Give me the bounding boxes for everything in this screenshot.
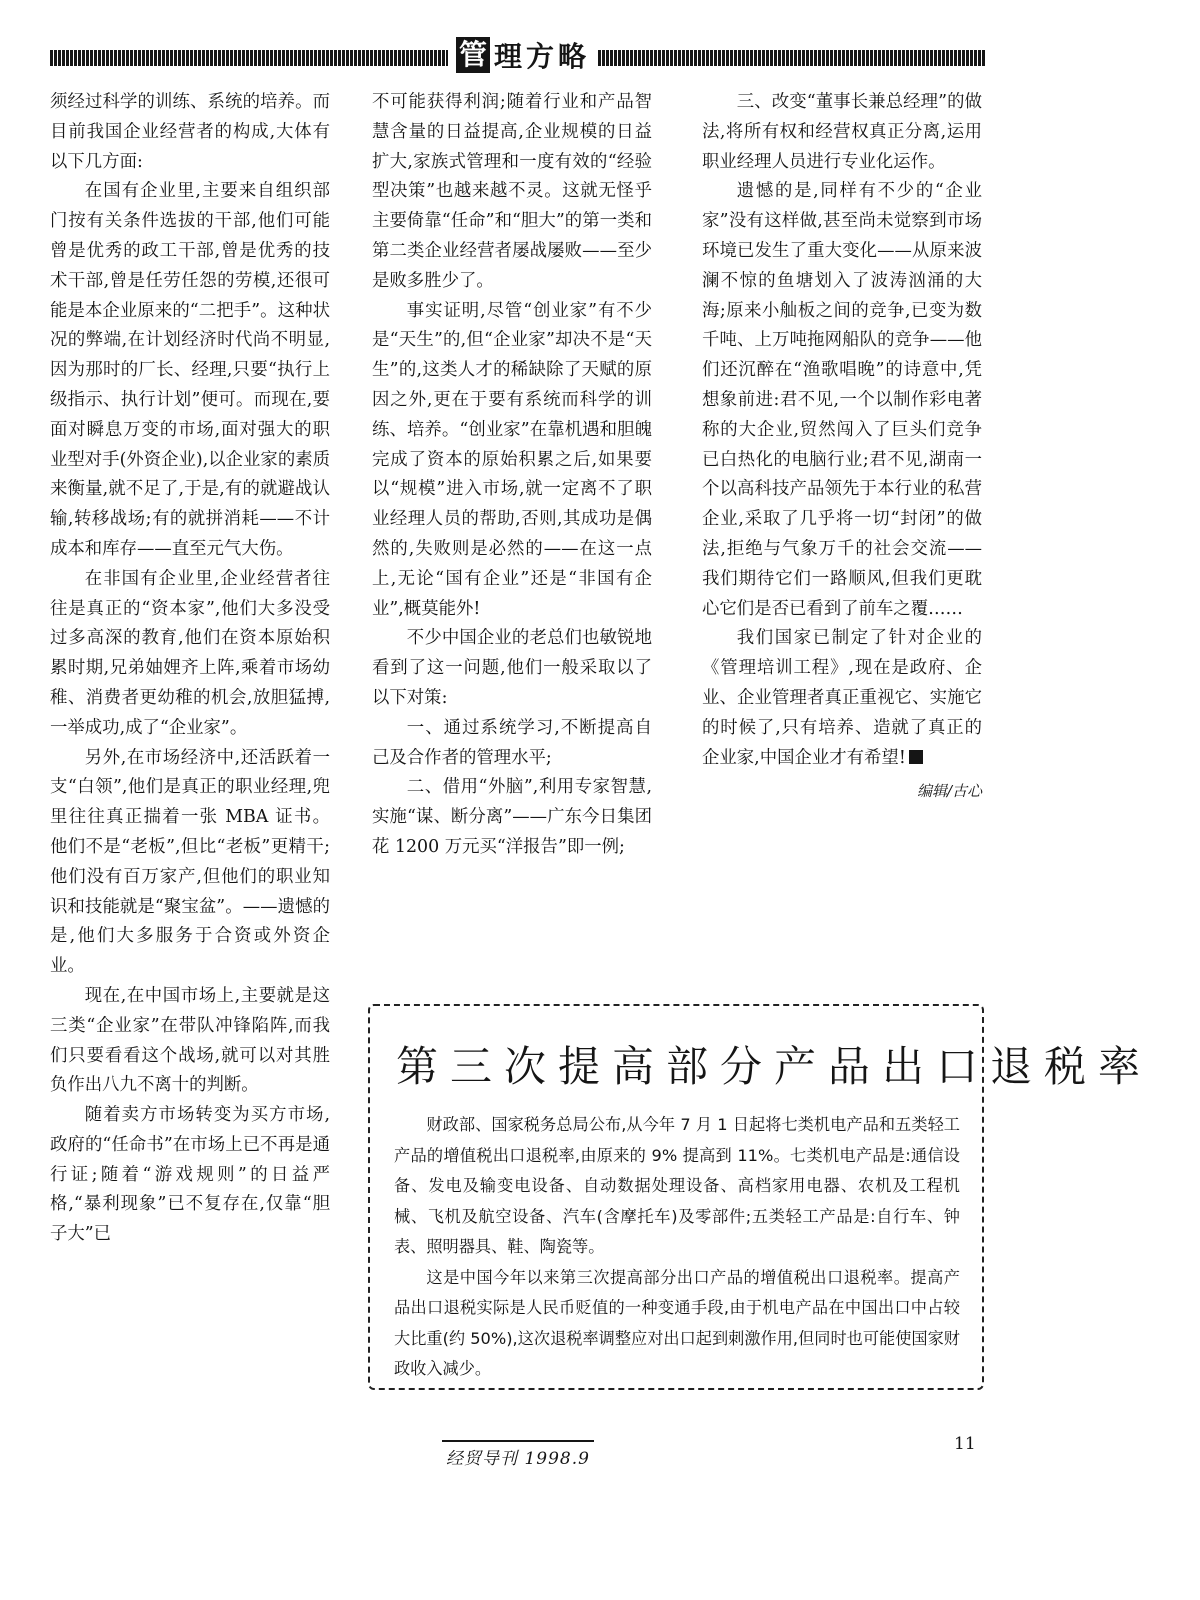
end-mark-icon	[909, 750, 923, 764]
paragraph: 在国有企业里,主要来自组织部门按有关条件选拔的干部,他们可能曾是优秀的政工干部,曾是优秀的技术干部,曾是任劳任怨的劳模,还很可能是本企业原来的“二把手”。这种状况的弊端,在计划经济时代尚不明显,因为那时的厂长、经理,只要“执行上级指示、执行计划”便可。而现在,要面对瞬息万变的市场,面对强大的职业型对手(外资企业),以企业家的素质来衡量,就不足了,于是,有的就避战认输,转移战场;有的就拼消耗——不计成本和库存——直至元气大伤。	[50, 181, 330, 559]
journal-issue: 经贸导刊 1998.9	[442, 1440, 594, 1469]
paragraph: 随着卖方市场转变为买方市场,政府的“任命书”在市场上已不再是通行证;随着“游戏规则”的日益严格,“暴利现象”已不复存在,仅靠“胆子大”已	[50, 1105, 330, 1245]
paragraph-with-endmark	[702, 624, 982, 773]
paragraph: 这是中国今年以来第三次提高部分出口产品的增值税出口退税率。提高产品出口退税实际是人民币贬值的一种变通手段,由于机电产品在中国出口中占较大比重(约 50%),这次退税率调整应对出口起到刺激作用,但同时也可能使国家财政收入减少。	[394, 1267, 960, 1378]
section-title-box-char: 管	[456, 37, 490, 73]
paragraph: 事实证明,尽管“创业家”有不少是“天生”的,但“企业家”却决不是“天生”的,这类人才的稀缺除了天赋的原因之外,更在于要有系统而科学的训练、培养。“创业家”在靠机遇和胆魄完成了资本的原始积累之后,如果要以“规模”进入市场,就一定离不了职业经理人员的帮助,否则,其成功是偶然的,失败则是必然的——在这一点上,无论“国有企业”还是“非国有企业”,概莫能外!	[372, 300, 652, 619]
paragraph: 不少中国企业的老总们也敏锐地看到了这一问题,他们一般采取以了以下对策:	[372, 628, 652, 708]
section-title-text: 理方略	[494, 40, 591, 73]
paragraph: 在非国有企业里,企业经营者往往是真正的“资本家”,他们大多没受过多高深的教育,他们在资本原始积累时期,兄弟妯娌齐上阵,乘着市场幼稚、消费者更幼稚的机会,放胆猛搏,一举成功,成了“企业家”。	[50, 568, 330, 738]
paragraph: 不可能获得利润;随着行业和产品智慧含量的日益提高,企业规模的日益扩大,家族式管理和一度有效的“经验型决策”也越来越不灵。这就无怪乎主要倚靠“任命”和“胆大”的第一类和第二类企业经营者屡战屡败——至少是败多胜少了。	[372, 92, 652, 291]
news-box-body	[394, 1110, 960, 1385]
news-box-title: 第三次提高部分产品出口退税率	[396, 1042, 1153, 1091]
paragraph: 我们国家已制定了针对企业的《管理培训工程》,现在是政府、企业、企业管理者真正重视它、实施它的时候了,只有培养、造就了真正的企业家,中国企业才有希望!	[702, 628, 982, 768]
paragraph: 须经过科学的训练、系统的培养。而目前我国企业经营者的构成,大体有以下几方面:	[50, 92, 330, 172]
paragraph: 一、通过系统学习,不断提高自己及合作者的管理水平;	[372, 717, 652, 768]
paragraph: 二、借用“外脑”,利用专家智慧,实施“谋、断分离”——广东今日集团花 1200 万元买“洋报告”即一例;	[372, 777, 652, 857]
article-column-3	[702, 88, 982, 807]
paragraph: 另外,在市场经济中,还活跃着一支“白领”,他们是真正的职业经理,兜里往往真正揣着一张 MBA 证书。他们不是“老板”,但比“老板”更精干;他们没有百万家产,但他们的职业知识和技能就是“聚宝盆”。——遗憾的是,他们大多服务于合资或外资企业。	[50, 747, 330, 977]
article-column-2	[372, 88, 652, 863]
paragraph: 财政部、国家税务总局公布,从今年 7 月 1 日起将七类机电产品和五类轻工产品的增值税出口退税率,由原来的 9% 提高到 11%。七类机电产品是:通信设备、发电及输变电设备、自动数据处理设备、高档家用电器、农机及工程机械、飞机及航空设备、汽车(含摩托车)及零部件;五类轻工产品是:自行车、钟表、照明器具、鞋、陶瓷等。	[394, 1115, 960, 1256]
editor-credit: 编辑/古心	[916, 782, 982, 801]
news-box	[368, 1004, 1153, 1390]
article-column-1	[50, 88, 330, 1250]
section-title	[448, 34, 598, 76]
paragraph: 三、改变“董事长兼总经理”的做法,将所有权和经营权真正分离,运用职业经理人员进行专业化运作。	[702, 92, 982, 172]
paragraph: 现在,在中国市场上,主要就是这三类“企业家”在带队冲锋陷阵,而我们只要看看这个战场,就可以对其胜负作出八九不离十的判断。	[50, 985, 330, 1096]
page-number: 11	[954, 1434, 976, 1454]
paragraph: 遗憾的是,同样有不少的“企业家”没有这样做,甚至尚未觉察到市场环境已发生了重大变化——从原来波澜不惊的鱼塘划入了波涛汹涌的大海;原来小舢板之间的竞争,已变为数千吨、上万吨拖网船队的竞争——他们还沉醉在“渔歌唱晚”的诗意中,凭想象前进:君不见,一个以制作彩电著称的大企业,贸然闯入了巨头们竞争已白热化的电脑行业;君不见,湖南一个以高科技产品领先于本行业的私营企业,采取了几乎将一切“封闭”的做法,拒绝与气象万千的社会交流——我们期待它们一路顺风,但我们更耽心它们是否已看到了前车之覆……	[702, 181, 982, 619]
